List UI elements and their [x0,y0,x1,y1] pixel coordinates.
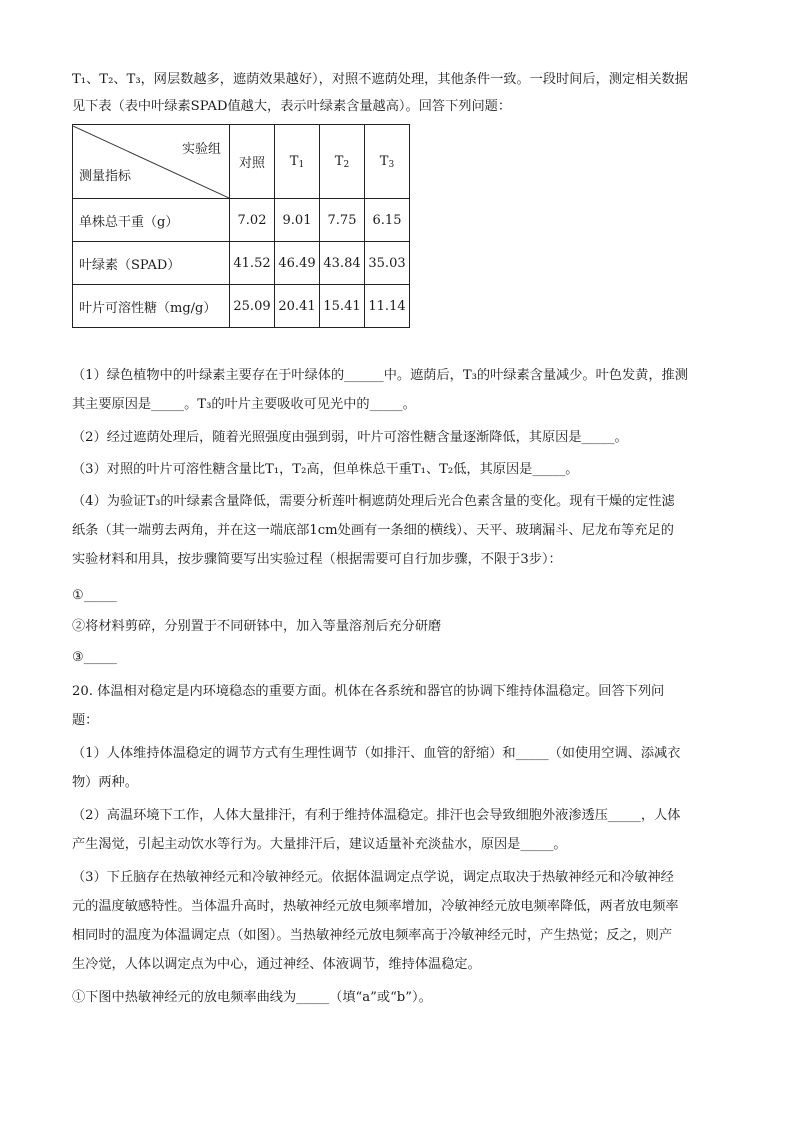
cell: 7.75 [320,199,365,242]
col-header-t2: $T_2$ [320,125,365,199]
header-metric-label: 测量指标 [79,168,132,184]
cell: 9.01 [275,199,320,242]
q19-part4-line2: 纸条（其一端剪去两角，并在这一端底部1cm处画有一条细的横线）、天平、玻璃漏斗、尼龙布等充足的 [72,523,674,538]
row-label: 叶片可溶性糖（mg/g） [73,285,230,328]
cell: 6.15 [365,199,410,242]
diagonal-header-cell [73,125,230,199]
q19-part1-line1: （1）绿色植物中的叶绿素主要存在于叶绿体的______中。遮荫后，T₃的叶绿素含量减少。叶色发黄，推测 [72,368,688,383]
table-row [73,285,410,328]
cell: 43.84 [320,242,365,285]
q20-subquestion-1: ①下图中热敏神经元的放电频率曲线为_____（填“a”或“b”）。 [72,990,432,1005]
col-header-t1: $T_1$ [275,125,320,199]
header-group-label: 实验组 [181,141,221,157]
table-header-row [73,125,410,199]
q20-part3-line2: 元的温度敏感特性。当体温升高时，热敏神经元放电频率增加，冷敏神经元放电频率降低，两者放电频率 [72,899,679,914]
q20-part3-line1: （3）下丘脑存在热敏神经元和冷敏神经元。依据体温调定点学说，调定点取决于热敏神经元和冷敏神经 [72,870,674,885]
cell: 25.09 [230,285,275,328]
diagonal-line [73,126,229,198]
q20-intro-line2: 题： [72,713,99,728]
cell: 15.41 [320,285,365,328]
cell: 11.14 [365,285,410,328]
q20-part1-line2: 物）两种。 [72,775,138,790]
q20-part2-line1: （2）高温环境下工作，人体大量排汗，有利于维持体温稳定。排汗也会导致细胞外液渗透压_____，人体 [72,808,681,823]
col-header-t3: $T_3$ [365,125,410,199]
cell: 35.03 [365,242,410,285]
table-row [73,242,410,285]
q20-part1-line1: （1）人体维持体温稳定的调节方式有生理性调节（如排汗、血管的舒缩）和_____（如使用空调、添减衣 [72,746,681,761]
intro-line-1: T₁、T₂、T₃，网层数越多，遮荫效果越好），对照不遮荫处理，其他条件一致。一段时间后，测定相关数据 [72,72,688,87]
row-label: 单株总干重（g） [73,199,230,242]
q20-part2-line2: 产生渴觉，引起主动饮水等行为。大量排汗后，建议适量补充淡盐水，原因是_____。 [72,837,567,852]
intro-line-2: 见下表（表中叶绿素SPAD值越大，表示叶绿素含量越高）。回答下列问题： [72,99,512,114]
q20-part3-line3: 相同时的温度为体温调定点（如图）。当热敏神经元放电频率高于冷敏神经元时，产生热觉；反之，则产 [72,928,673,943]
q19-part2: （2）经过遮荫处理后，随着光照强度由强到弱，叶片可溶性糖含量逐渐降低，其原因是_____。 [72,430,628,445]
q19-part3: （3）对照的叶片可溶性糖含量比T₁，T₂高，但单株总干重T₁、T₂低，其原因是_____。 [72,462,579,477]
q19-part1-line2: 其主要原因是_____。T₃的叶片主要吸收可见光中的_____。 [72,397,416,412]
cell: 46.49 [275,242,320,285]
data-table [72,124,410,328]
cell: 7.02 [230,199,275,242]
q19-step-2: ②将材料剪碎，分别置于不同研钵中，加入等量溶剂后充分研磨 [72,619,442,634]
q19-part4-line1: （4）为验证T₃的叶绿素含量降低，需要分析莲叶桐遮荫处理后光合色素含量的变化。现有干燥的定性滤 [72,494,675,509]
q20-part3-line4: 生冷觉，人体以调定点为中心，通过神经、体液调节，维持体温稳定。 [72,957,481,972]
col-header-control: 对照 [230,125,275,199]
cell: 20.41 [275,285,320,328]
q19-part4-line3: 实验材料和用具，按步骤简要写出实验过程（根据需要可自行加步骤，不限于3步）： [72,552,562,567]
q19-step-1: ①_____ [72,588,117,603]
table-row [73,199,410,242]
cell: 41.52 [230,242,275,285]
q20-intro-line1: 20. 体温相对稳定是内环境稳态的重要方面。机体在各系统和器官的协调下维持体温稳定。回答下列问 [72,684,665,699]
q19-step-3: ③_____ [72,650,117,665]
row-label: 叶绿素（SPAD） [73,242,230,285]
